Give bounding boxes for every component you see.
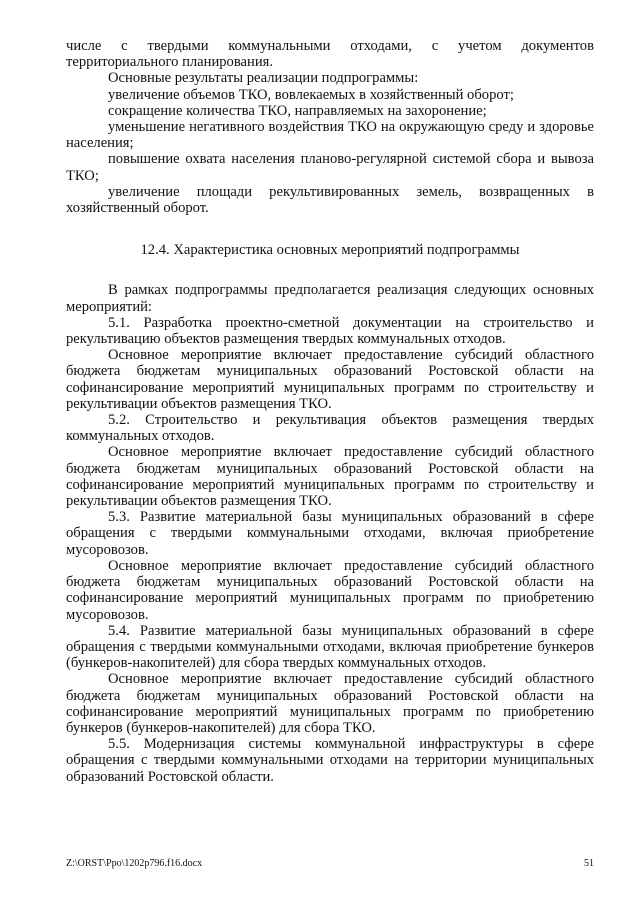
measure-title: 5.4. Развитие материальной базы муниципальных образований в сфере обращения с твердыми коммунальными отходами, включая приобретение бункеров (бункеров-накопителей) для сбора твердых коммунальных отходов.	[66, 622, 594, 672]
measures-intro: В рамках подпрограммы предполагается реализация следующих основных мероприятий:	[66, 282, 594, 315]
measure-description: Основное мероприятие включает предоставление субсидий областного бюджета бюджетам муниципальных образований Ростовской области на софинансирование мероприятий муниципальных программ по приобретению мусоровозов.	[66, 557, 594, 623]
result-item: увеличение объемов ТКО, вовлекаемых в хозяйственный оборот;	[108, 86, 514, 103]
result-item: сокращение количества ТКО, направляемых на захоронение;	[108, 102, 487, 119]
results-intro: Основные результаты реализации подпрограммы:	[108, 70, 419, 87]
section-heading: 12.4. Характеристика основных мероприятий подпрограммы	[140, 242, 520, 259]
measure-description: Основное мероприятие включает предоставление субсидий областного бюджета бюджетам муниципальных образований Ростовской области на софинансирование мероприятий муниципальных программ по приобретению бункеров (бункеров-накопителей) для сбора ТКО.	[66, 671, 594, 736]
paragraph-continuation: числе с твердыми коммунальными отходами, с учетом документов территориального планирования.	[66, 38, 594, 71]
document-body	[66, 38, 594, 785]
result-item: увеличение площади рекультивированных земель, возвращенных в хозяйственный оборот.	[66, 183, 594, 217]
measure-title: 5.2. Строительство и рекультивация объектов размещения твердых коммунальных отходов.	[66, 412, 594, 445]
measure-description: Основное мероприятие включает предоставление субсидий областного бюджета бюджетам муниципальных образований Ростовской области на софинансирование мероприятий муниципальных программ по строительству и рекультивации объектов размещения ТКО.	[66, 444, 594, 510]
measure-title: 5.3. Развитие материальной базы муниципальных образований в сфере обращения с твердыми коммунальными отходами, включая приобретение мусоровозов.	[66, 509, 594, 558]
result-item: уменьшение негативного воздействия ТКО на окружающую среду и здоровье населения;	[66, 119, 594, 152]
footer-page-number: 51	[584, 858, 594, 869]
measure-title: 5.5. Модернизация системы коммунальной инфраструктуры в сфере обращения с твердыми коммунальными отходами на территории муниципальных образований Ростовской области.	[66, 736, 594, 785]
footer-file-path: Z:\ORST\Ppo\1202p796.f16.docx	[66, 858, 203, 869]
result-item: повышение охвата населения планово-регулярной системой сбора и вывоза ТКО;	[66, 151, 594, 184]
measure-description: Основное мероприятие включает предоставление субсидий областного бюджета бюджетам муниципальных образований Ростовской области на софинансирование мероприятий муниципальных программ по строительству и рекультивации объектов размещения ТКО.	[66, 347, 594, 412]
measure-title: 5.1. Разработка проектно-сметной документации на строительство и рекультивацию объектов размещения твердых коммунальных отходов.	[66, 314, 594, 348]
